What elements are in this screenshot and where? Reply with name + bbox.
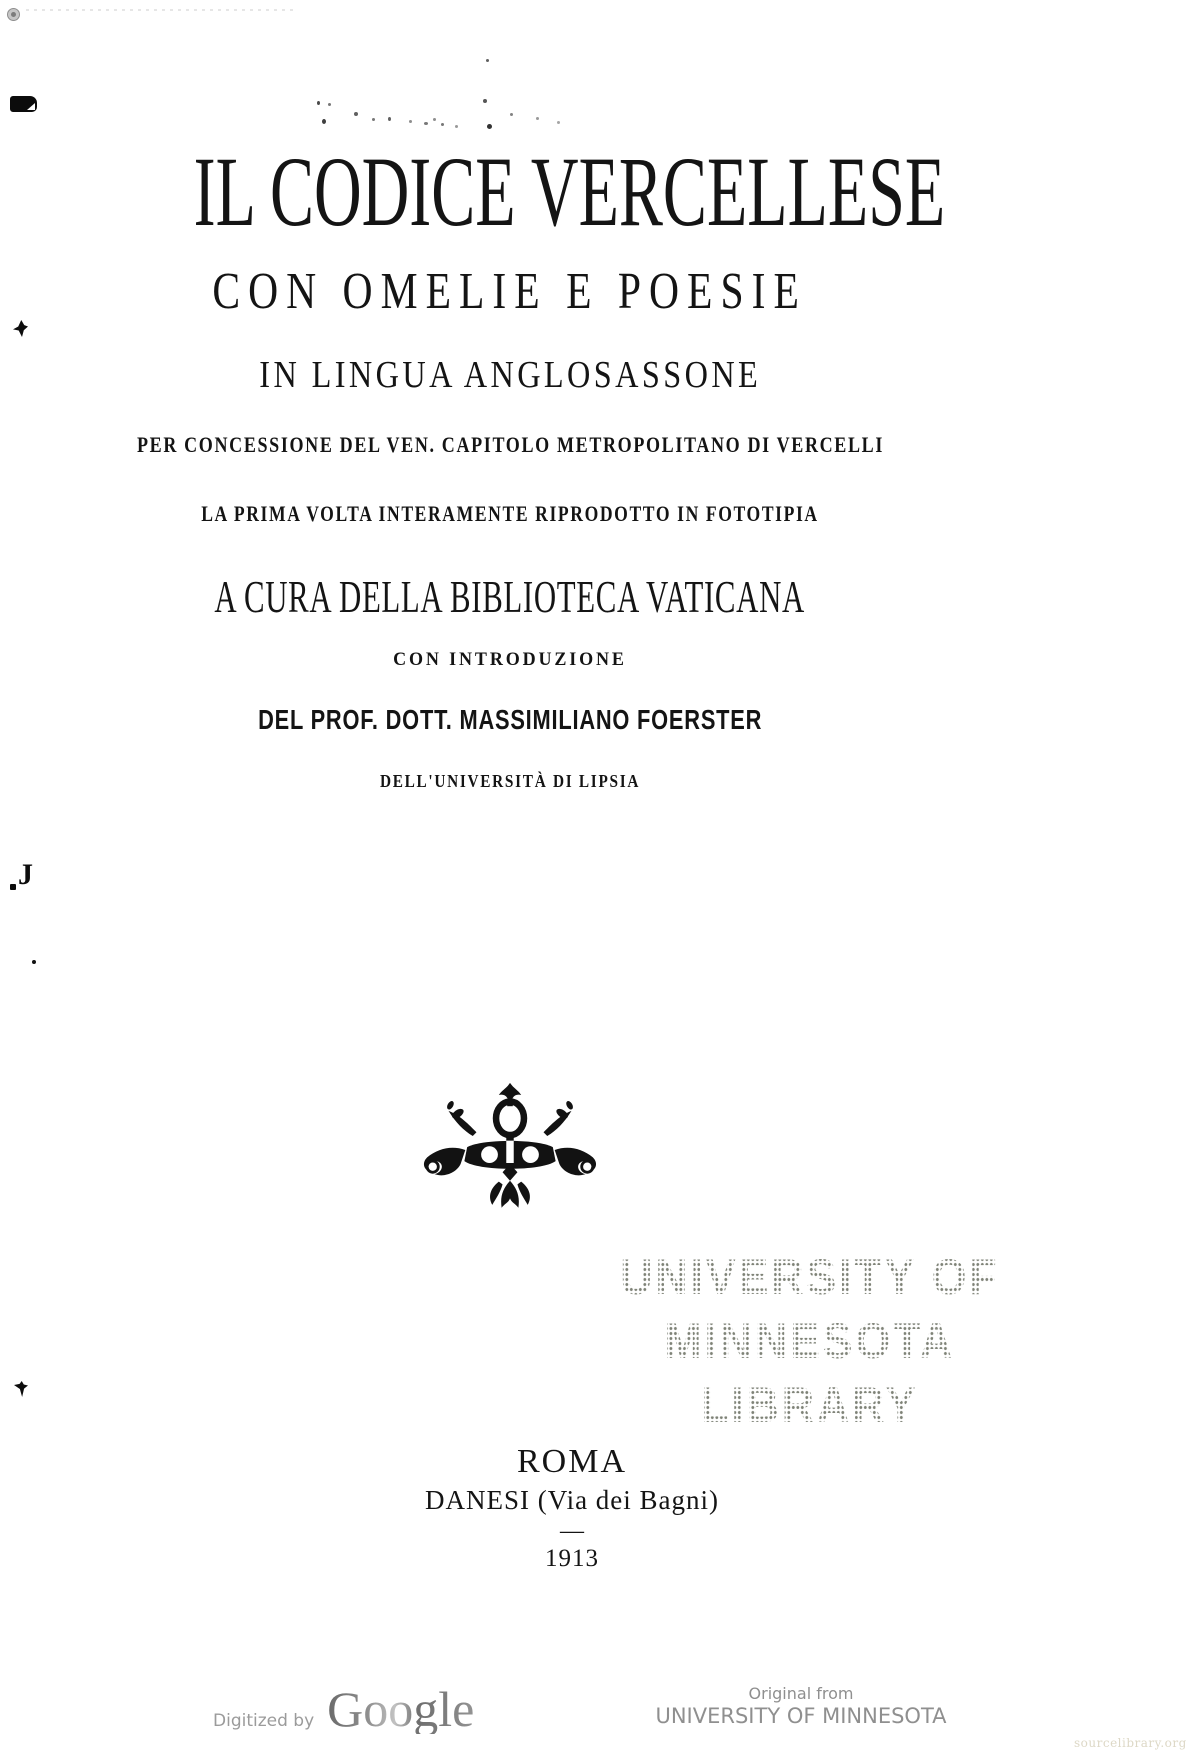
stamp-line-3: LIBRARY xyxy=(701,1377,919,1433)
source-watermark: sourcelibrary.org xyxy=(1074,1736,1187,1750)
concession-line: PER CONCESSIONE DEL VEN. CAPITOLO METROPOLITANO DI VERCELLI xyxy=(136,432,884,457)
original-from-label: Original from xyxy=(748,1684,854,1703)
scan-edge-dotted-line xyxy=(26,9,294,11)
digitized-by-label: Digitized by xyxy=(213,1711,315,1731)
introduction-line: CON INTRODUZIONE xyxy=(393,649,627,670)
floral-printer-ornament-icon xyxy=(415,1082,605,1217)
author-line: DEL PROF. DOTT. MASSIMILIANO FOERSTER xyxy=(257,704,763,735)
ink-blot-top-left xyxy=(10,96,37,112)
ink-dot-small xyxy=(32,960,36,964)
holding-institution: UNIVERSITY OF MINNESOTA xyxy=(655,1704,947,1729)
imprint-city: ROMA xyxy=(516,1443,628,1480)
ink-mark-middle-left xyxy=(10,858,40,898)
affiliation-line: DELL'UNIVERSITÀ DI LIPSIA xyxy=(379,771,641,791)
ink-glyph: J xyxy=(18,858,33,891)
curatorship-line: A CURA DELLA BIBLIOTECA VATICANA xyxy=(214,571,806,622)
book-subtitle: CON OMELIE E POESIE xyxy=(212,263,808,320)
stamp-line-1: UNIVERSITY OF xyxy=(620,1249,1000,1305)
stamp-line-2: MINNESOTA xyxy=(664,1313,956,1369)
scan-registration-icon xyxy=(7,8,20,21)
reproduction-line: LA PRIMA VOLTA INTERAMENTE RIPRODOTTO IN FOTOTIPIA xyxy=(201,501,819,526)
imprint-publisher: DANESI (Via dei Bagni) xyxy=(424,1485,720,1515)
book-main-title: IL CODICE VERCELLESE xyxy=(193,136,946,247)
library-stamp xyxy=(0,1249,1200,1444)
google-logo: Google xyxy=(327,1681,475,1737)
imprint-year: 1913 xyxy=(545,1545,599,1572)
ink-dot xyxy=(10,884,16,890)
imprint-divider: — xyxy=(560,1518,584,1544)
original-from-footer xyxy=(0,1684,1200,1730)
language-line: IN LINGUA ANGLOSASSONE xyxy=(259,354,761,396)
ink-mark-upper-left xyxy=(13,320,28,337)
